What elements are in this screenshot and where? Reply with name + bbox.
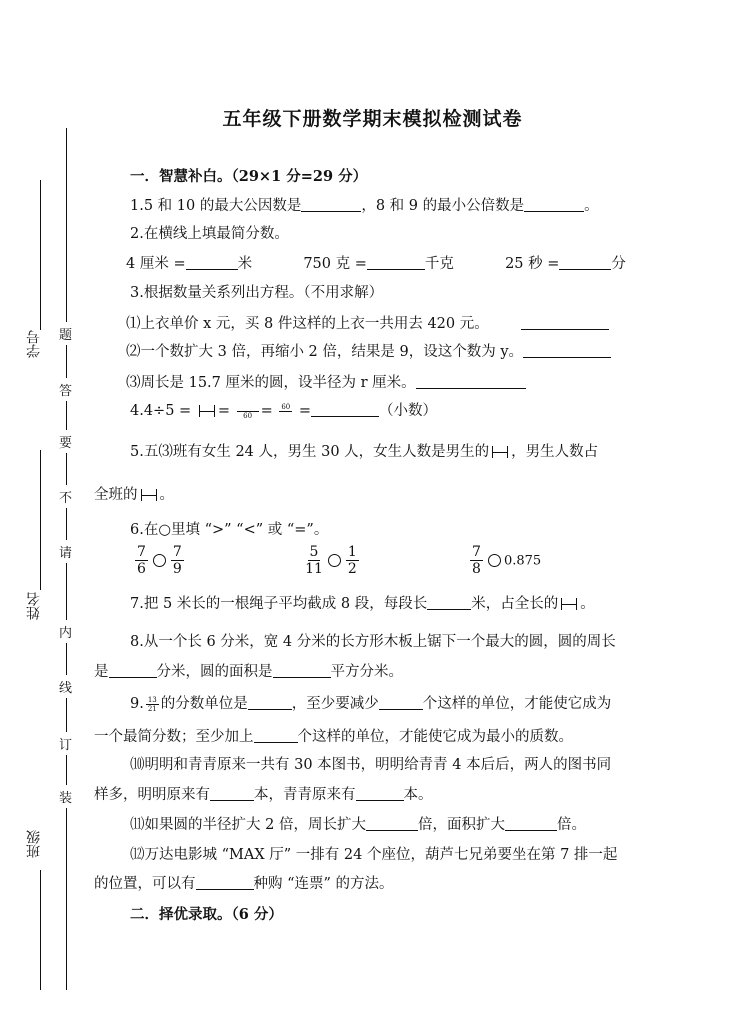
question-3: 3.根据数量关系列出方程。（不用求解） — [130, 285, 384, 301]
answer-blank[interactable] — [427, 594, 471, 610]
answer-blank[interactable] — [356, 785, 404, 801]
question-9: 9. $\frac{13}{21}$ 的分数单位是 ，至少要减少 个这样的单位，才能使它成为 — [130, 695, 612, 713]
answer-blank[interactable] — [273, 662, 331, 678]
binding-char: 订 — [59, 732, 72, 755]
binding-char: 装 — [59, 785, 72, 808]
fraction-box[interactable] — [198, 403, 216, 419]
question-6-items: $\frac{7}{6}$ $\frac{7}{9}$ $\frac{5}{11}$ $\frac{1}{2}$ $\frac{7}{8}$ 0.875 — [137, 544, 542, 577]
section-heading-2: 二．择优录取。（6 分） — [130, 906, 283, 923]
question-5: 5.五⑶班有女生 24 人，男生 30 人，女生人数是男生的 ，男生人数占 — [130, 444, 599, 460]
answer-blank[interactable] — [301, 196, 361, 212]
binding-char: 题 — [59, 322, 72, 345]
answer-blank[interactable] — [186, 254, 238, 270]
question-12-cont: 的位置，可以有 种购 “连票” 的方法。 — [94, 876, 394, 892]
answer-blank[interactable] — [366, 815, 418, 831]
question-1: 1.5 和 10 的最大公因数是 ，8 和 9 的最小公倍数是 。 — [130, 198, 599, 214]
student-id-label: 学号 — [26, 330, 42, 358]
answer-blank[interactable] — [311, 401, 379, 417]
binding-char: 内 — [59, 620, 72, 643]
fraction-box[interactable] — [491, 444, 509, 460]
name-label: 姓名 — [26, 592, 42, 620]
compare-circle[interactable] — [153, 554, 166, 567]
class-underline — [40, 870, 41, 990]
question-8-cont: 是 分米，圆的面积是 平方分米。 — [94, 664, 403, 680]
answer-blank[interactable] — [248, 694, 292, 710]
question-9-cont: 一个最简分数；至少加上 个这样的单位，才能使它成为最小的质数。 — [94, 729, 573, 745]
answer-blank[interactable] — [254, 727, 298, 743]
question-2-items: 4 厘米 = 米 750 克 = 千克 25 秒 = 分 — [126, 256, 626, 272]
binding-char: 不 — [59, 485, 72, 508]
class-label: 班级 — [26, 830, 42, 858]
question-10-cont: 样多，明明原来有 本，青青原来有 本。 — [94, 787, 433, 803]
student-id-underline — [40, 180, 41, 330]
section-heading-1: 一．智慧补白。（29×1 分=29 分） — [130, 168, 368, 185]
question-7: 7.把 5 米长的一根绳子平均截成 8 段，每段长 米，占全长的 。 — [130, 596, 595, 612]
binding-char: 要 — [59, 430, 72, 453]
answer-blank[interactable] — [523, 342, 611, 358]
fraction-denominator-60[interactable]: 60 — [237, 403, 259, 420]
compare-circle[interactable] — [488, 554, 501, 567]
answer-blank[interactable] — [521, 314, 609, 330]
question-4: 4.4÷5 = = 60 = 60 = （小数） — [130, 402, 438, 420]
question-6: 6.在○里填 “>” “<” 或 “=”。 — [130, 522, 329, 538]
answer-blank[interactable] — [210, 785, 254, 801]
question-12: ⑿万达电影城 “MAX 厅” 一排有 24 个座位，葫芦七兄弟要坐在第 7 排一起 — [130, 847, 618, 863]
question-10: ⑽明明和青青原来一共有 30 本图书，明明给青青 4 本后后，两人的图书同 — [130, 757, 612, 773]
fraction-box[interactable] — [560, 596, 578, 612]
question-3-2: ⑵一个数扩大 3 倍，再缩小 2 倍，结果是 9，设这个数为 y。 — [126, 342, 611, 362]
fraction-numerator-60[interactable]: 60 — [281, 402, 291, 411]
answer-blank[interactable] — [196, 874, 254, 890]
answer-blank[interactable] — [109, 662, 157, 678]
answer-blank[interactable] — [379, 694, 423, 710]
compare-circle[interactable] — [328, 554, 341, 567]
question-2: 2.在横线上填最简分数。 — [130, 226, 289, 242]
question-8: 8.从一个长 6 分米，宽 4 分米的长方形木板上锯下一个最大的圆，圆的周长 — [130, 634, 616, 650]
binding-char: 请 — [59, 540, 72, 563]
answer-blank[interactable] — [505, 815, 557, 831]
question-3-3: ⑶周长是 15.7 厘米的圆，设半径为 r 厘米。 — [126, 373, 526, 393]
fraction-box[interactable] — [140, 487, 158, 503]
binding-char: 答 — [59, 378, 72, 401]
question-11: ⑾如果圆的半径扩大 2 倍，周长扩大 倍，面积扩大 倍。 — [130, 817, 586, 833]
answer-blank[interactable] — [367, 254, 425, 270]
question-3-1: ⑴上衣单价 x 元，买 8 件这样的上衣一共用去 420 元。 — [126, 314, 609, 334]
binding-char: 线 — [59, 675, 72, 698]
page-title: 五年级下册数学期末模拟检测试卷 — [222, 108, 523, 130]
name-underline — [40, 450, 41, 590]
answer-blank[interactable] — [524, 196, 584, 212]
question-5-cont: 全班的 。 — [94, 487, 174, 503]
answer-blank[interactable] — [416, 373, 526, 389]
answer-blank[interactable] — [559, 254, 611, 270]
